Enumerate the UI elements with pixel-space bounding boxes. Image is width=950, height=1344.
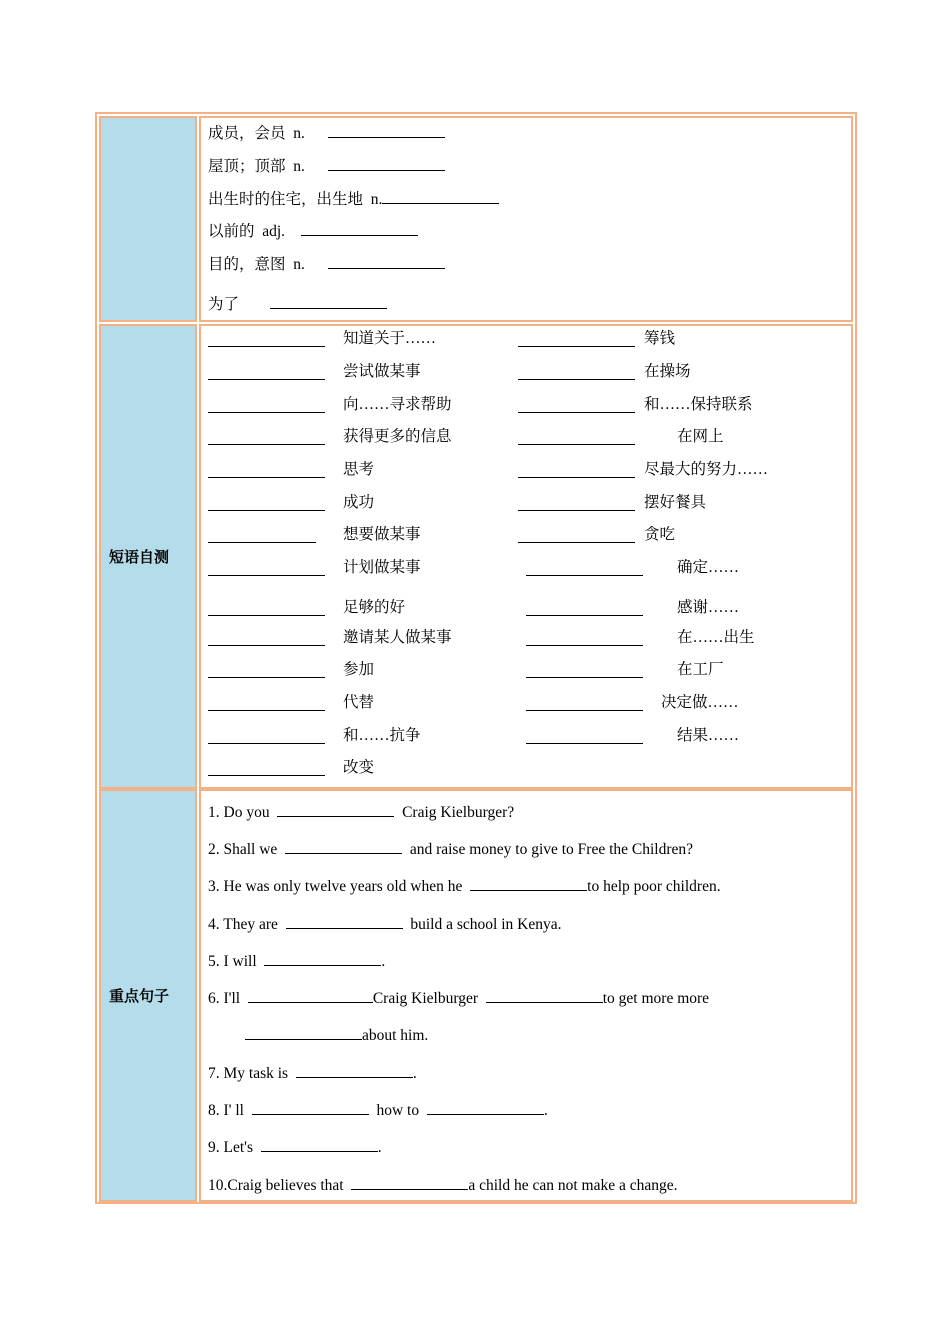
- vocab-item: 成员，会员 n.: [208, 123, 445, 143]
- sentence-9: 9. Let's .: [208, 1139, 382, 1156]
- sentence-8: 8. I' ll how to .: [208, 1102, 548, 1119]
- answer-blank[interactable]: [301, 221, 418, 236]
- answer-blank[interactable]: [526, 663, 643, 678]
- answer-blank[interactable]: [470, 876, 587, 891]
- phrase-left: 邀请某人做某事: [343, 629, 452, 646]
- vocab-item: 屋顶；顶部 n.: [208, 156, 445, 176]
- answer-blank[interactable]: [208, 601, 325, 616]
- sentence-3: 3. He was only twelve years old when he to help poor children.: [208, 878, 721, 895]
- vocab-item: 以前的 adj.: [208, 221, 418, 241]
- vocab-item: 目的，意图 n.: [208, 254, 445, 274]
- answer-blank[interactable]: [351, 1175, 468, 1190]
- answer-blank[interactable]: [208, 496, 325, 511]
- phrase-left: 计划做某事: [343, 559, 421, 576]
- answer-blank[interactable]: [208, 729, 325, 744]
- vocab-section-content: [199, 116, 853, 322]
- answer-blank[interactable]: [518, 365, 635, 380]
- phrase-left: 和……抗争: [343, 727, 421, 744]
- answer-blank[interactable]: [518, 332, 635, 347]
- answer-blank[interactable]: [208, 430, 325, 445]
- phrase-left: 思考: [343, 461, 375, 478]
- answer-blank[interactable]: [296, 1063, 413, 1078]
- answer-blank[interactable]: [208, 631, 325, 646]
- answer-blank[interactable]: [518, 430, 635, 445]
- answer-blank[interactable]: [208, 463, 325, 478]
- answer-blank[interactable]: [208, 528, 316, 543]
- answer-blank[interactable]: [518, 398, 635, 413]
- phrase-left: 代替: [343, 694, 375, 711]
- phrase-left: 想要做某事: [343, 526, 421, 543]
- vocab-item: 出生时的住宅，出生地 n.: [208, 189, 499, 209]
- sentence-section-content: [199, 789, 853, 1202]
- phrase-right: 结果……: [677, 727, 740, 744]
- answer-blank[interactable]: [427, 1100, 544, 1115]
- sentence-section: [97, 789, 855, 1202]
- answer-blank[interactable]: [248, 988, 373, 1003]
- phrase-right: 决定做……: [661, 694, 739, 711]
- phrase-left: 改变: [343, 759, 375, 776]
- answer-blank[interactable]: [328, 254, 445, 269]
- answer-blank[interactable]: [261, 1137, 378, 1152]
- answer-blank[interactable]: [518, 463, 635, 478]
- phrase-right: 在……出生: [677, 629, 755, 646]
- sentence-10: 10.Craig believes that a child he can not make a change.: [208, 1177, 678, 1194]
- phrase-right: 摆好餐具: [644, 494, 707, 511]
- phrase-right: 感谢……: [677, 599, 740, 616]
- phrase-right: 在操场: [644, 363, 691, 380]
- answer-blank[interactable]: [245, 1025, 362, 1040]
- answer-blank[interactable]: [285, 839, 402, 854]
- phrase-right: 确定……: [677, 559, 740, 576]
- answer-blank[interactable]: [208, 561, 325, 576]
- answer-blank[interactable]: [486, 988, 603, 1003]
- phrase-left: 参加: [343, 661, 375, 678]
- answer-blank[interactable]: [252, 1100, 369, 1115]
- answer-blank[interactable]: [328, 156, 445, 171]
- sentence-2: 2. Shall we and raise money to give to Free the Children?: [208, 841, 694, 858]
- answer-blank[interactable]: [382, 189, 499, 204]
- vocab-section-label: [99, 116, 197, 322]
- phrase-left: 足够的好: [343, 599, 406, 616]
- phrase-right: 筹钱: [644, 330, 676, 347]
- phrase-right: 贪吃: [644, 526, 676, 543]
- answer-blank[interactable]: [208, 332, 325, 347]
- answer-blank[interactable]: [277, 802, 394, 817]
- phrase-left: 向……寻求帮助: [343, 396, 452, 413]
- phrase-left: 知道关于……: [343, 330, 437, 347]
- answer-blank[interactable]: [264, 951, 381, 966]
- sentence-6: 6. I'll Craig Kielburger to get more more: [208, 990, 710, 1007]
- phrase-left: 成功: [343, 494, 375, 511]
- phrase-right: 尽最大的努力……: [644, 461, 769, 478]
- phrase-section-label: 短语自测: [99, 324, 197, 789]
- phrase-right: 在网上: [677, 428, 724, 445]
- vocab-item: 为了: [208, 294, 387, 314]
- answer-blank[interactable]: [270, 294, 387, 309]
- phrase-right: 在工厂: [677, 661, 724, 678]
- answer-blank[interactable]: [526, 631, 643, 646]
- sentence-6-continued: about him.: [245, 1025, 428, 1045]
- phrase-section: [97, 324, 855, 789]
- vocab-section: [97, 114, 855, 324]
- answer-blank[interactable]: [526, 696, 643, 711]
- answer-blank[interactable]: [208, 663, 325, 678]
- answer-blank[interactable]: [328, 123, 445, 138]
- answer-blank[interactable]: [208, 696, 325, 711]
- sentence-4: 4. They are build a school in Kenya.: [208, 916, 562, 933]
- answer-blank[interactable]: [286, 914, 403, 929]
- sentence-section-label: 重点句子: [99, 789, 197, 1202]
- worksheet-table: [95, 112, 857, 1204]
- answer-blank[interactable]: [208, 365, 325, 380]
- sentence-1: 1. Do you Craig Kielburger?: [208, 804, 515, 821]
- sentence-5: 5. I will .: [208, 953, 386, 970]
- answer-blank[interactable]: [208, 398, 325, 413]
- phrase-section-content: [199, 324, 853, 789]
- answer-blank[interactable]: [526, 729, 643, 744]
- phrase-right: 和……保持联系: [644, 396, 753, 413]
- phrase-left: 尝试做某事: [343, 363, 421, 380]
- phrase-left: 获得更多的信息: [343, 428, 452, 445]
- answer-blank[interactable]: [526, 561, 643, 576]
- answer-blank[interactable]: [518, 528, 635, 543]
- answer-blank[interactable]: [518, 496, 635, 511]
- answer-blank[interactable]: [526, 601, 643, 616]
- sentence-7: 7. My task is .: [208, 1065, 417, 1082]
- answer-blank[interactable]: [208, 761, 325, 776]
